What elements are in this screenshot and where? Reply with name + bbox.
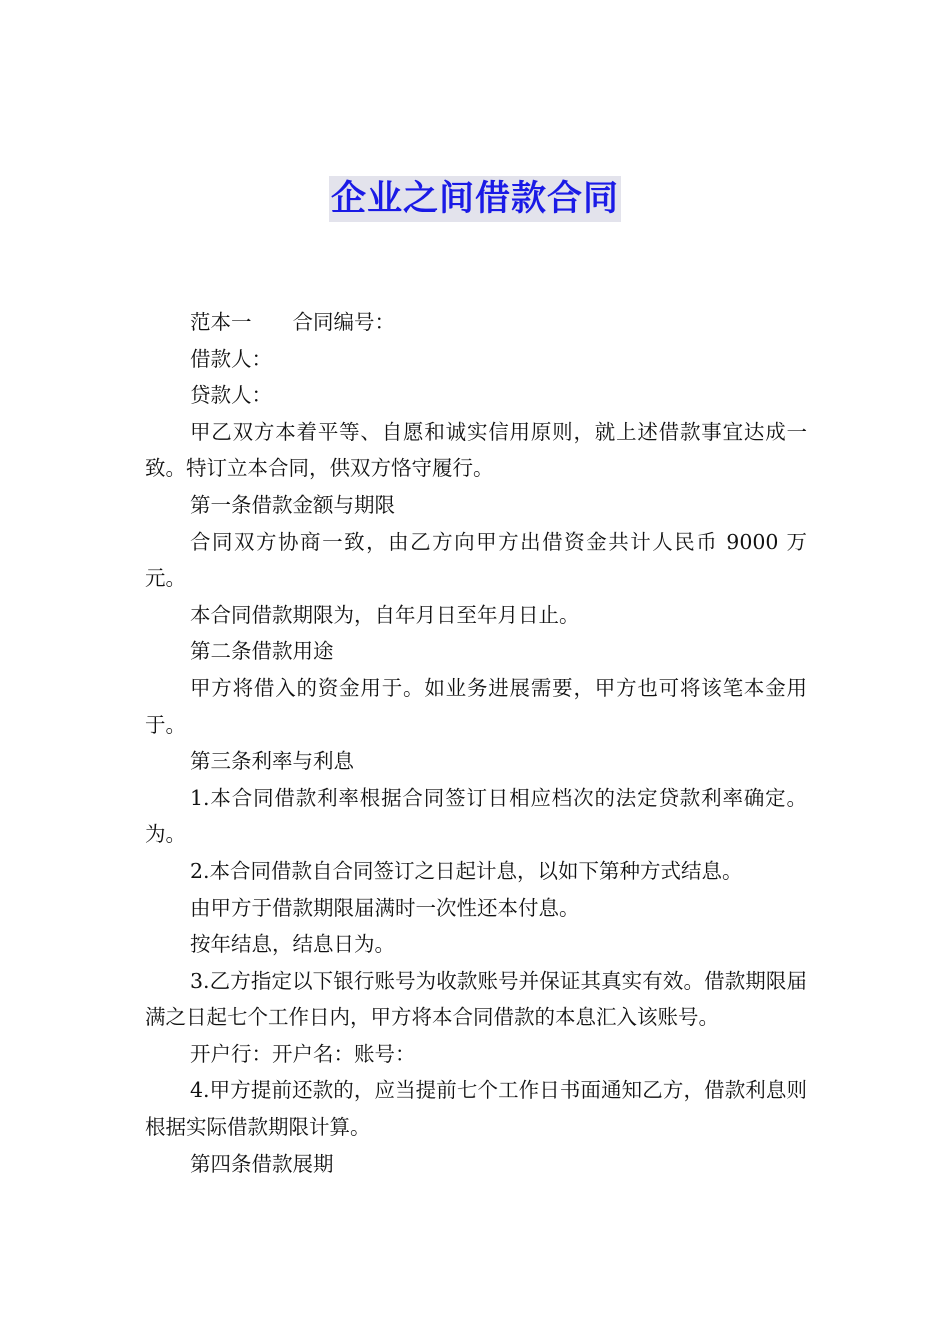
paragraph-early-repayment: 4.甲方提前还款的，应当提前七个工作日书面通知乙方，借款利息则根据实际借款期限计算。 [145,1078,807,1140]
document-title: 企业之间借款合同 [329,176,621,222]
section-heading-2: 第二条借款用途 [190,639,334,664]
paragraph-loan-term: 本合同借款期限为，自年月日至年月日止。 [190,602,580,627]
paragraph-bank-account: 3.乙方指定以下银行账号为收款账号并保证其真实有效。借款期限届满之日起七个工作日内，甲方将本合同借款的本息汇入该账号。 [145,968,807,1030]
paragraph-lender: 贷款人： [190,383,272,408]
section-heading-1: 第一条借款金额与期限 [190,492,395,517]
section-heading-4: 第四条借款展期 [190,1151,334,1176]
document-body [145,304,807,1182]
paragraph-interest-rate: 1.本合同借款利率根据合同签订日相应档次的法定贷款利率确定。为。 [145,785,807,847]
paragraph-loan-purpose: 甲方将借入的资金用于。如业务进展需要，甲方也可将该笔本金用于。 [145,675,807,737]
paragraph-borrower: 借款人： [190,346,272,371]
paragraph-preamble: 甲乙双方本着平等、自愿和诚实信用原则，就上述借款事宜达成一致。特订立本合同，供双方恪守履行。 [145,419,807,481]
paragraph-repayment-once: 由甲方于借款期限届满时一次性还本付息。 [190,895,580,920]
paragraph-loan-amount: 合同双方协商一致，由乙方向甲方出借资金共计人民币 9000 万元。 [145,529,807,591]
paragraph-interest-calc: 2.本合同借款自合同签订之日起计息，以如下第种方式结息。 [190,858,743,883]
section-heading-3: 第三条利率与利息 [190,749,354,774]
paragraph-repayment-annual: 按年结息，结息日为。 [190,932,395,957]
paragraph-template-info: 范本一 合同编号： [190,310,395,334]
paragraph-bank-details: 开户行：开户名：账号： [190,1041,416,1066]
title-container [0,176,950,222]
